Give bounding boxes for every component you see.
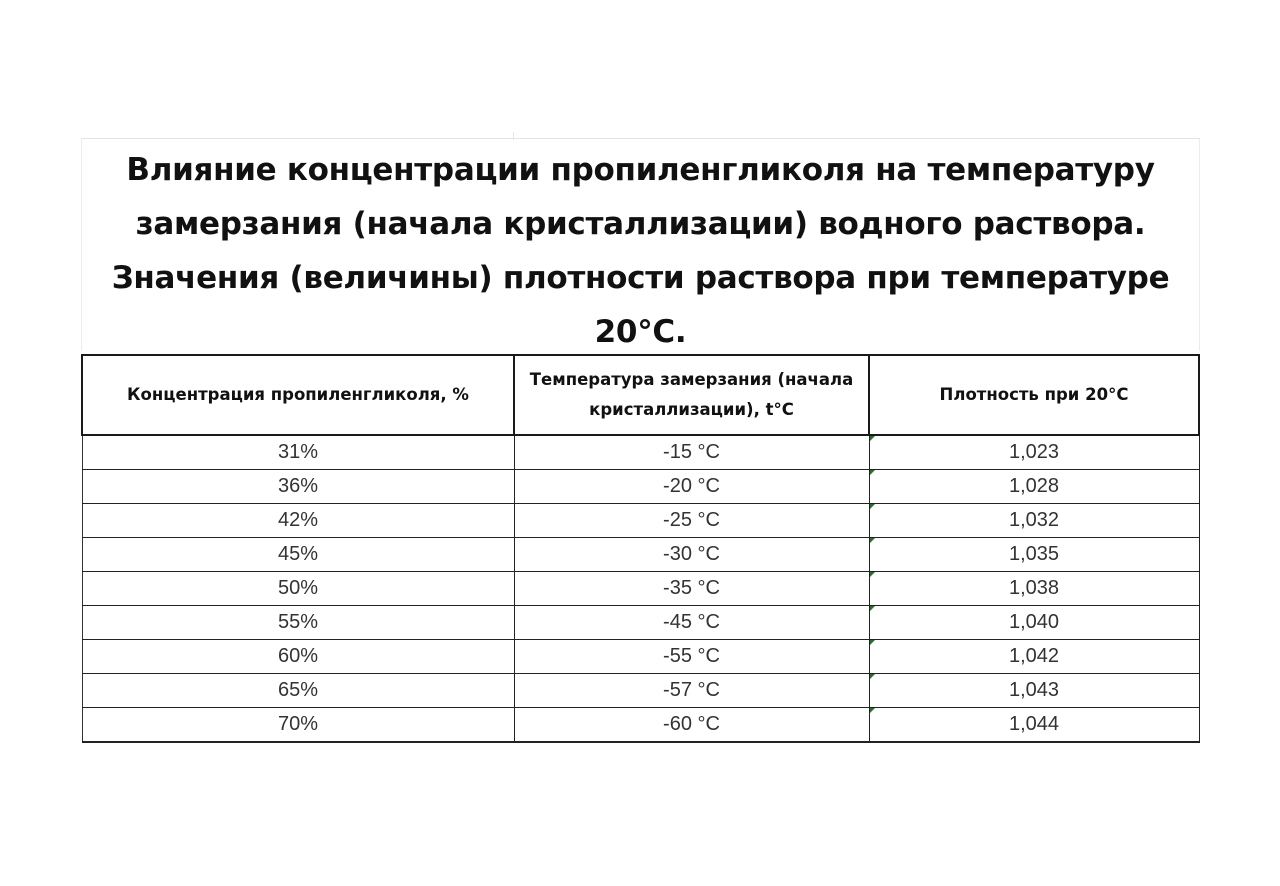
table-row <box>82 435 1199 470</box>
header-freezing-temp: Температура замерзания (начала кристаллизации), t°C <box>514 355 869 435</box>
cell-density: 1,032 <box>869 504 1199 538</box>
table-row <box>82 572 1199 606</box>
cell-density: 1,044 <box>869 708 1199 743</box>
cell-freezing-temp: -30 °C <box>514 538 869 572</box>
table-header-row <box>82 355 1199 435</box>
propylene-glycol-table <box>81 354 1200 743</box>
cell-concentration: 60% <box>82 640 514 674</box>
cell-concentration: 36% <box>82 470 514 504</box>
cell-concentration: 42% <box>82 504 514 538</box>
cell-freezing-temp: -25 °C <box>514 504 869 538</box>
title-line-2: замерзания (начала кристаллизации) водного раствора. <box>135 206 1146 242</box>
cell-density: 1,028 <box>869 470 1199 504</box>
table-row <box>82 470 1199 504</box>
title-line-1: Влияние концентрации пропиленгликоля на температуру <box>126 152 1155 188</box>
cell-density: 1,038 <box>869 572 1199 606</box>
header-density: Плотность при 20°C <box>869 355 1199 435</box>
cell-density: 1,035 <box>869 538 1199 572</box>
document-title-block <box>81 138 1200 351</box>
title-line-3: Значения (величины) плотности раствора при температуре <box>111 260 1170 296</box>
cell-freezing-temp: -57 °C <box>514 674 869 708</box>
cell-freezing-temp: -20 °C <box>514 470 869 504</box>
table-row <box>82 504 1199 538</box>
table-row <box>82 606 1199 640</box>
cell-density: 1,042 <box>869 640 1199 674</box>
cell-concentration: 55% <box>82 606 514 640</box>
cell-concentration: 65% <box>82 674 514 708</box>
cell-density: 1,043 <box>869 674 1199 708</box>
cell-concentration: 45% <box>82 538 514 572</box>
cell-concentration: 31% <box>82 435 514 470</box>
cell-freezing-temp: -15 °C <box>514 435 869 470</box>
cell-density: 1,040 <box>869 606 1199 640</box>
cell-freezing-temp: -35 °C <box>514 572 869 606</box>
table-row <box>82 674 1199 708</box>
table-row <box>82 640 1199 674</box>
table-row <box>82 708 1199 743</box>
title-line-4: 20°C. <box>594 314 687 350</box>
cell-density: 1,023 <box>869 435 1199 470</box>
header-concentration: Концентрация пропиленгликоля, % <box>82 355 514 435</box>
cell-concentration: 50% <box>82 572 514 606</box>
cell-freezing-temp: -60 °C <box>514 708 869 743</box>
document-title <box>82 139 1199 351</box>
cell-concentration: 70% <box>82 708 514 743</box>
table-row <box>82 538 1199 572</box>
cell-freezing-temp: -55 °C <box>514 640 869 674</box>
cell-freezing-temp: -45 °C <box>514 606 869 640</box>
